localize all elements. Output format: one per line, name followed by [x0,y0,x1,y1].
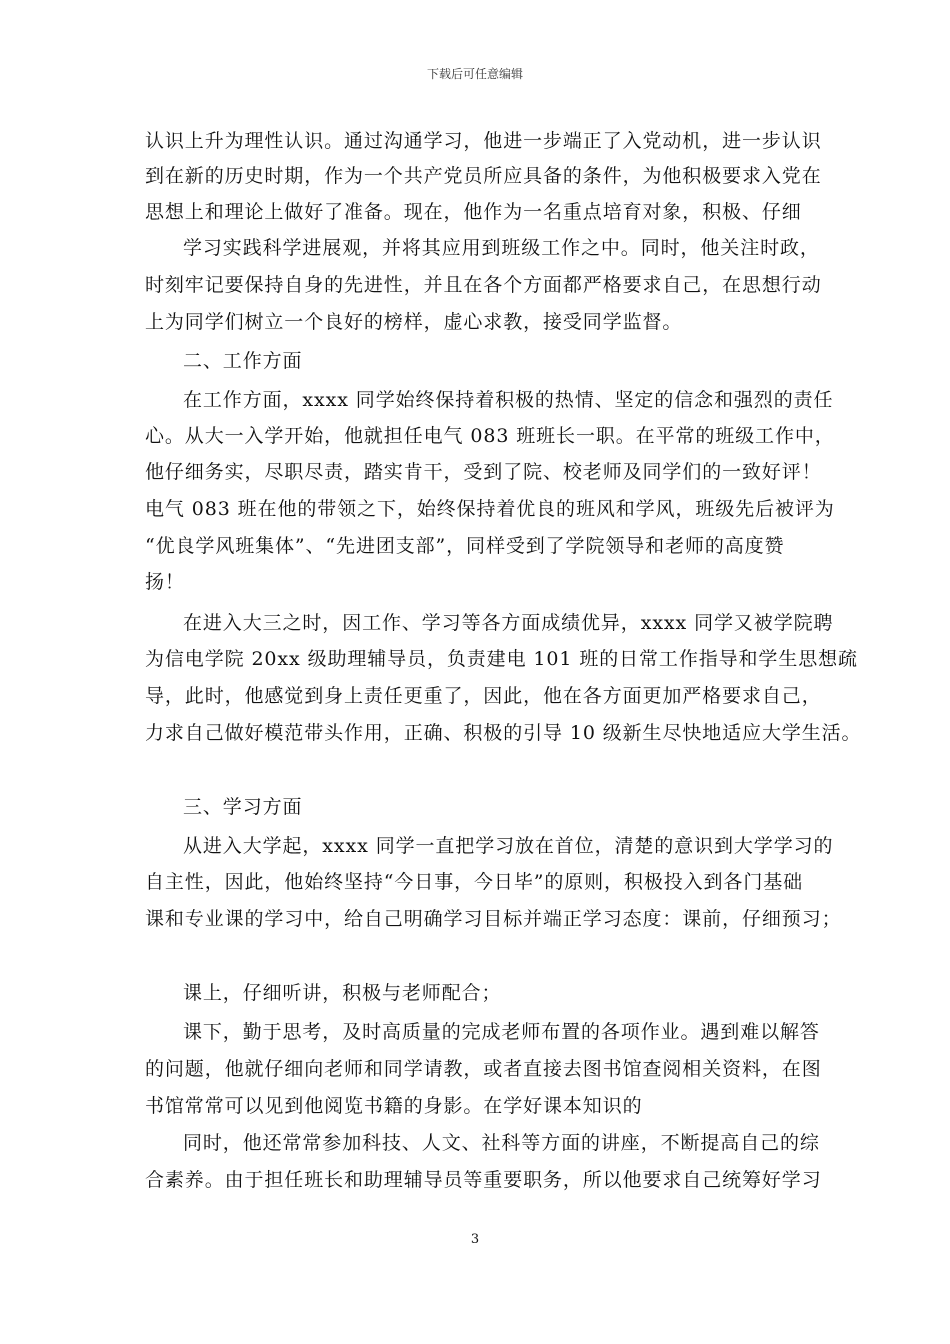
text-line: 合素养。由于担任班长和助理辅导员等重要职务，所以他要求自己统筹好学习 [145,1169,822,1191]
text-line: 导，此时，他感觉到身上责任更重了，因此，他在各方面更加严格要求自己， [145,685,822,707]
text-line: 电气 083 班在他的带领之下，始终保持着优良的班风和学风，班级先后被评为 [145,498,835,520]
section-heading: 三、学习方面 [183,796,303,818]
text-line: 从进入大学起，xxxx 同学一直把学习放在首位，清楚的意识到大学学习的 [183,835,834,857]
text-line: 同时，他还常常参加科技、人文、社科等方面的讲座，不断提高自己的综 [183,1132,820,1154]
text-line: 课上，仔细听讲，积极与老师配合； [183,982,502,1004]
text-line: 书馆常常可以见到他阅览书籍的身影。在学好课本知识的 [145,1095,643,1117]
text-line: 在进入大三之时，因工作、学习等各方面成绩优异，xxxx 同学又被学院聘 [183,612,834,634]
text-line: 上为同学们树立一个良好的榜样，虚心求教，接受同学监督。 [145,311,683,333]
text-line: 认识上升为理性认识。通过沟通学习，他进一步端正了入党动机，进一步认识 [145,130,822,152]
text-line: 扬！ [145,571,185,593]
text-line: 力求自己做好模范带头作用，正确、积极的引导 10 级新生尽快地适应大学生活。 [145,722,862,744]
text-line: 时刻牢记要保持自身的先进性，并且在各个方面都严格要求自己，在思想行动 [145,274,822,296]
text-line: “优良学风班集体”、“先进团支部”，同样受到了学院领导和老师的高度赞 [145,535,785,557]
page-header: 下载后可任意编辑 [426,67,523,81]
page-number: 3 [470,1232,480,1247]
text-line: 学习实践科学进展观，并将其应用到班级工作之中。同时，他关注时政， [183,237,820,259]
text-line: 到在新的历史时期，作为一个共产党员所应具备的条件，为他积极要求入党在 [145,165,822,187]
text-line: 心。从大一入学开始，他就担任电气 083 班班长一职。在平常的班级工作中， [145,425,835,447]
text-line: 的问题，他就仔细向老师和同学请教，或者直接去图书馆查阅相关资料，在图 [145,1058,822,1080]
text-line: 在工作方面，xxxx 同学始终保持着积极的热情、坚定的信念和强烈的责任 [183,389,834,411]
section-heading: 二、工作方面 [183,350,303,372]
text-line: 课和专业课的学习中，给自己明确学习目标并端正学习态度：课前，仔细预习； [145,908,842,930]
text-line: 思想上和理论上做好了准备。现在，他作为一名重点培育对象，积极、仔细 [145,201,802,223]
text-line: 他仔细务实，尽职尽责，踏实肯干，受到了院、校老师及同学们的一致好评！ [145,461,822,483]
text-line: 自主性，因此，他始终坚持“今日事，今日毕”的原则，积极投入到各门基础 [145,871,804,893]
text-line: 课下，勤于思考，及时高质量的完成老师布置的各项作业。遇到难以解答 [183,1021,820,1043]
text-line: 为信电学院 20xx 级助理辅导员，负责建电 101 班的日常工作指导和学生思想疏 [145,648,858,670]
